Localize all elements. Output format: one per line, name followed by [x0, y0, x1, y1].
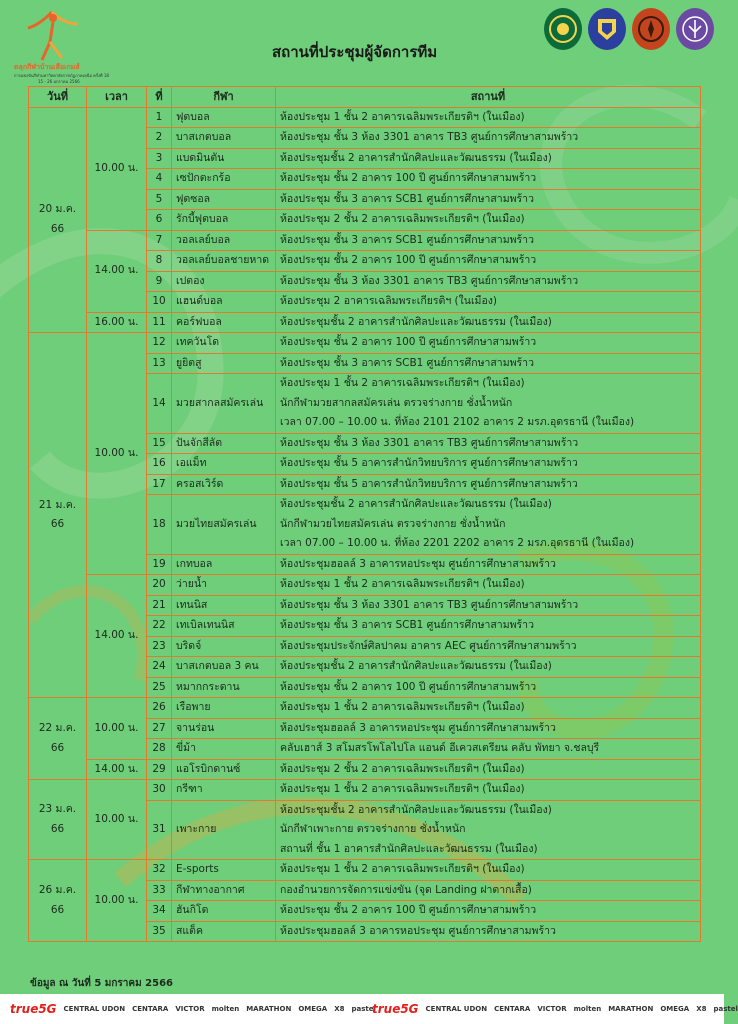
cell-time: 14.00 น. — [87, 759, 147, 780]
cell-number: 34 — [147, 901, 172, 922]
cell-sport: เอแม็ท — [172, 454, 276, 475]
venue-line: ห้องประชุม ชั้น 2 อาคาร 100 ปี ศูนย์การศึกษาสามพร้าว — [280, 680, 537, 693]
sponsor-logo: CENTRAL UDON — [63, 1005, 126, 1013]
header-time: เวลา — [87, 87, 147, 108]
venue-line: ห้องประชุมฮอลล์ 3 อาคารหอประชุม ศูนย์การศึกษาสามพร้าว — [280, 924, 556, 937]
cell-sport: บาสเกตบอล 3 คน — [172, 657, 276, 678]
venue-line: ห้องประชุม 2 ชั้น 2 อาคารเฉลิมพระเกียรติฯ (ในเมือง) — [280, 762, 525, 775]
venue-line: ห้องประชุม 1 ชั้น 2 อาคารเฉลิมพระเกียรติฯ (ในเมือง) — [280, 110, 525, 123]
cell-venue — [276, 374, 701, 434]
venue-line: ห้องประชุม ชั้น 3 ห้อง 3301 อาคาร TB3 ศูนย์การศึกษาสามพร้าว — [280, 436, 579, 449]
venue-line: ห้องประชุม 1 ชั้น 2 อาคารเฉลิมพระเกียรติฯ (ในเมือง) — [280, 377, 525, 389]
cell-venue — [276, 189, 701, 210]
athlete-figure-icon — [22, 6, 82, 64]
university-seal-2-icon — [588, 8, 626, 50]
cell-sport: วอลเลย์บอลชายหาด — [172, 251, 276, 272]
cell-venue — [276, 860, 701, 881]
venue-line: นักกีฬาเพาะกาย ตรวจร่างกาย ชั่งน้ำหนัก — [280, 823, 466, 835]
table-row — [29, 312, 701, 333]
sponsor-logo: X8 — [696, 1005, 707, 1013]
sponsor-logo: true5G — [372, 1002, 419, 1016]
cell-number: 7 — [147, 230, 172, 251]
venue-line: ห้องประชุมชั้น 2 อาคารสำนักศิลปะและวัฒนธรรม (ในเมือง) — [280, 151, 552, 164]
cell-sport: หมากกระดาน — [172, 677, 276, 698]
cell-sport: กีฬาทางอากาศ — [172, 880, 276, 901]
table-body — [29, 107, 701, 942]
venue-line: คลับเฮาส์ 3 สโมสรโพโลไปโล แอนด์ อีเควสเตรียน คลับ พัทยา จ.ชลบุรี — [280, 742, 600, 754]
cell-sport: มวยไทยสมัครเล่น — [172, 495, 276, 555]
cell-number: 28 — [147, 739, 172, 760]
table-row — [29, 759, 701, 780]
sponsor-logo: CENTARA — [132, 1005, 169, 1013]
venue-line: ห้องประชุมชั้น 2 อาคารสำนักศิลปะและวัฒนธรรม (ในเมือง) — [280, 498, 552, 510]
cell-sport: คอร์ฟบอล — [172, 312, 276, 333]
venue-line: ห้องประชุมชั้น 2 อาคารสำนักศิลปะและวัฒนธรรม (ในเมือง) — [280, 660, 552, 672]
cell-number: 31 — [147, 800, 172, 860]
page-title: สถานที่ประชุมผู้จัดการทีม — [272, 43, 438, 61]
venue-line: ห้องประชุม ชั้น 3 อาคาร SCB1 ศูนย์การศึกษาสามพร้าว — [280, 619, 534, 631]
sponsor-logo: VICTOR — [537, 1005, 567, 1013]
university-seal-3-icon — [632, 8, 670, 50]
cell-date: 20 ม.ค. 66 — [29, 107, 87, 333]
cell-sport: ครอสเวิร์ด — [172, 474, 276, 495]
cell-time: 10.00 น. — [87, 860, 147, 942]
venue-line: ห้องประชุม ชั้น 2 อาคาร 100 ปี ศูนย์การศึกษาสามพร้าว — [280, 904, 537, 916]
cell-venue — [276, 107, 701, 128]
sponsor-logo: molten — [211, 1005, 240, 1013]
venue-line: ห้องประชุม ชั้น 3 ห้อง 3301 อาคาร TB3 ศูนย์การศึกษาสามพร้าว — [280, 274, 579, 287]
cell-venue — [276, 454, 701, 475]
cell-venue — [276, 880, 701, 901]
venue-line: ห้องประชุม 1 ชั้น 2 อาคารเฉลิมพระเกียรติฯ (ในเมือง) — [280, 863, 525, 875]
header-num: ที่ — [147, 87, 172, 108]
venue-line: ห้องประชุม 2 ชั้น 2 อาคารเฉลิมพระเกียรติฯ (ในเมือง) — [280, 213, 525, 225]
cell-sport: E-sports — [172, 860, 276, 881]
cell-venue — [276, 312, 701, 333]
cell-sport: ว่ายน้ำ — [172, 575, 276, 596]
cell-venue — [276, 251, 701, 272]
sponsor-logo: X8 — [334, 1005, 345, 1013]
cell-sport: บาสเกตบอล — [172, 128, 276, 149]
cell-number: 2 — [147, 128, 172, 149]
sponsor-strip — [0, 994, 738, 1024]
cell-number: 24 — [147, 657, 172, 678]
cell-venue — [276, 353, 701, 374]
cell-venue — [276, 739, 701, 760]
cell-number: 30 — [147, 780, 172, 801]
cell-number: 29 — [147, 759, 172, 780]
cell-number: 4 — [147, 169, 172, 190]
sponsor-logo: VICTOR — [175, 1005, 205, 1013]
venue-line: ห้องประชุม 1 ชั้น 2 อาคารเฉลิมพระเกียรติฯ (ในเมือง) — [280, 578, 525, 590]
table-row — [29, 333, 701, 354]
venue-line: ห้องประชุม ชั้น 2 อาคาร 100 ปี ศูนย์การศึกษาสามพร้าว — [280, 336, 537, 348]
cell-sport: แบดมินตัน — [172, 148, 276, 169]
table-header-row — [29, 87, 701, 108]
cell-number: 13 — [147, 353, 172, 374]
venue-line: ห้องประชุมชั้น 2 อาคารสำนักศิลปะและวัฒนธรรม (ในเมือง) — [280, 803, 552, 816]
header-sport: กีฬา — [172, 87, 276, 108]
cell-time: 16.00 น. — [87, 312, 147, 333]
cell-sport: กรีฑา — [172, 780, 276, 801]
cell-venue — [276, 210, 701, 231]
venue-line: ห้องประชุมฮอลล์ 3 อาคารหอประชุม ศูนย์การศึกษาสามพร้าว — [280, 557, 556, 570]
cell-venue — [276, 128, 701, 149]
cell-date: 22 ม.ค. 66 — [29, 698, 87, 780]
cell-venue — [276, 718, 701, 739]
sponsor-logo: OMEGA — [660, 1005, 690, 1013]
sponsor-logo: pastel — [713, 1005, 738, 1013]
venue-line: ห้องประชุม ชั้น 2 อาคาร 100 ปี ศูนย์การศึกษาสามพร้าว — [280, 254, 537, 266]
table-row — [29, 780, 701, 801]
cell-time: 10.00 น. — [87, 780, 147, 860]
cell-venue — [276, 292, 701, 313]
cell-sport: ฟุตบอล — [172, 107, 276, 128]
cell-number: 14 — [147, 374, 172, 434]
cell-number: 20 — [147, 575, 172, 596]
university-seal-1-icon — [544, 8, 582, 50]
venue-line: ห้องประชุม ชั้น 2 อาคาร 100 ปี ศูนย์การศึกษาสามพร้าว — [280, 172, 537, 184]
cell-venue — [276, 474, 701, 495]
cell-venue — [276, 921, 701, 942]
cell-venue — [276, 271, 701, 292]
venue-line: ห้องประชุม 1 ชั้น 2 อาคารเฉลิมพระเกียรติฯ (ในเมือง) — [280, 701, 525, 713]
venue-line: นักกีฬามวยไทยสมัครเล่น ตรวจร่างกาย ชั่งน้ำหนัก — [280, 517, 506, 530]
cell-date: 26 ม.ค. 66 — [29, 860, 87, 942]
cell-time: 10.00 น. — [87, 698, 147, 760]
sponsor-logo: MARATHON — [246, 1005, 292, 1013]
event-logo — [14, 6, 144, 84]
venue-line: ห้องประชุม ชั้น 3 อาคาร SCB1 ศูนย์การศึกษาสามพร้าว — [280, 356, 534, 369]
cell-sport: เทเบิลเทนนิส — [172, 616, 276, 637]
venue-line: เวลา 07.00 – 10.00 น. ที่ห้อง 2201 2202 อาคาร 2 มรภ.อุดรธานี (ในเมือง) — [280, 537, 635, 549]
table-row — [29, 698, 701, 719]
cell-sport: เปตอง — [172, 271, 276, 292]
cell-number: 11 — [147, 312, 172, 333]
university-seals — [544, 8, 714, 50]
page-header — [0, 0, 724, 86]
cell-date: 21 ม.ค. 66 — [29, 333, 87, 698]
cell-venue — [276, 759, 701, 780]
cell-sport: ฟุตซอล — [172, 189, 276, 210]
data-as-of-note: ข้อมูล ณ วันที่ 5 มกราคม 2566 — [30, 978, 173, 989]
cell-number: 9 — [147, 271, 172, 292]
cell-venue — [276, 495, 701, 555]
venue-line: ห้องประชุมชั้น 2 อาคารสำนักศิลปะและวัฒนธรรม (ในเมือง) — [280, 315, 552, 328]
cell-sport: รักบี้ฟุตบอล — [172, 210, 276, 231]
cell-venue — [276, 800, 701, 860]
cell-sport: บริดจ์ — [172, 636, 276, 657]
cell-sport: ฮันกิโด — [172, 901, 276, 922]
cell-venue — [276, 780, 701, 801]
cell-date: 23 ม.ค. 66 — [29, 780, 87, 860]
cell-venue — [276, 616, 701, 637]
cell-sport: เพาะกาย — [172, 800, 276, 860]
cell-venue — [276, 636, 701, 657]
venue-line: ห้องประชุม ชั้น 3 ห้อง 3301 อาคาร TB3 ศูนย์การศึกษาสามพร้าว — [280, 598, 579, 611]
cell-sport: เกทบอล — [172, 554, 276, 575]
table-row — [29, 860, 701, 881]
cell-number: 18 — [147, 495, 172, 555]
venue-line: ห้องประชุมฮอลล์ 3 อาคารหอประชุม ศูนย์การศึกษาสามพร้าว — [280, 721, 556, 734]
cell-sport: แฮนด์บอล — [172, 292, 276, 313]
cell-number: 35 — [147, 921, 172, 942]
cell-number: 27 — [147, 718, 172, 739]
cell-number: 12 — [147, 333, 172, 354]
cell-sport: เทควันโด — [172, 333, 276, 354]
venue-line: ห้องประชุม ชั้น 5 อาคารสำนักวิทยบริการ ศูนย์การศึกษาสามพร้าว — [280, 457, 578, 469]
cell-sport: แอโรบิกดานซ์ — [172, 759, 276, 780]
cell-number: 8 — [147, 251, 172, 272]
cell-number: 19 — [147, 554, 172, 575]
cell-number: 15 — [147, 433, 172, 454]
cell-number: 23 — [147, 636, 172, 657]
cell-time: 14.00 น. — [87, 575, 147, 698]
cell-venue — [276, 698, 701, 719]
venue-line: ห้องประชุม ชั้น 3 ห้อง 3301 อาคาร TB3 ศูนย์การศึกษาสามพร้าว — [280, 131, 579, 143]
cell-number: 26 — [147, 698, 172, 719]
venue-line: นักกีฬามวยสากลสมัครเล่น ตรวจร่างกาย ชั่งน้ำหนัก — [280, 396, 513, 409]
event-subtitle: การแข่งขันกีฬามหาวิทยาลัยราชภัฏภาคเหนือ ครั้งที่ 18 — [14, 73, 109, 78]
sponsor-logo: CENTARA — [494, 1005, 531, 1013]
venue-line: ห้องประชุม ชั้น 5 อาคารสำนักวิทยบริการ ศูนย์การศึกษาสามพร้าว — [280, 477, 578, 490]
venue-line: ห้องประชุม ชั้น 3 อาคาร SCB1 ศูนย์การศึกษาสามพร้าว — [280, 192, 534, 205]
cell-number: 16 — [147, 454, 172, 475]
header-date: วันที่ — [29, 87, 87, 108]
event-name: ตลุกกีฬาบ้านเสือเกมส์ — [14, 63, 80, 71]
venue-line: ห้องประชุมประจักษ์ศิลปาคม อาคาร AEC ศูนย์การศึกษาสามพร้าว — [280, 639, 577, 652]
cell-number: 32 — [147, 860, 172, 881]
sponsor-logo: OMEGA — [298, 1005, 328, 1013]
cell-venue — [276, 169, 701, 190]
sponsor-group-right — [362, 1002, 738, 1016]
cell-venue — [276, 148, 701, 169]
cell-venue — [276, 230, 701, 251]
cell-sport: ยูยิตสู — [172, 353, 276, 374]
cell-number: 25 — [147, 677, 172, 698]
sponsor-logo: molten — [573, 1005, 602, 1013]
sponsor-logo: true5G — [10, 1002, 57, 1016]
cell-venue — [276, 595, 701, 616]
venue-line: ห้องประชุม 1 ชั้น 2 อาคารเฉลิมพระเกียรติฯ (ในเมือง) — [280, 783, 525, 795]
cell-number: 5 — [147, 189, 172, 210]
venue-line: ห้องประชุม 2 อาคารเฉลิมพระเกียรติฯ (ในเมือง) — [280, 295, 497, 307]
cell-number: 17 — [147, 474, 172, 495]
cell-venue — [276, 333, 701, 354]
cell-venue — [276, 657, 701, 678]
cell-sport: ปันจักสีลัต — [172, 433, 276, 454]
cell-time: 10.00 น. — [87, 107, 147, 230]
cell-number: 33 — [147, 880, 172, 901]
cell-number: 6 — [147, 210, 172, 231]
cell-number: 21 — [147, 595, 172, 616]
cell-venue — [276, 901, 701, 922]
cell-sport: ขี่ม้า — [172, 739, 276, 760]
cell-venue — [276, 575, 701, 596]
university-seal-4-icon — [676, 8, 714, 50]
sponsor-logo: pastel — [351, 1005, 376, 1013]
cell-time: 10.00 น. — [87, 333, 147, 575]
cell-number: 22 — [147, 616, 172, 637]
cell-sport: เซปักตะกร้อ — [172, 169, 276, 190]
cell-sport: วอลเลย์บอล — [172, 230, 276, 251]
venue-line: กองอำนวยการจัดการแข่งขัน (จุด Landing ฝาตากเสื้อ) — [280, 883, 532, 896]
cell-sport: จานร่อน — [172, 718, 276, 739]
cell-number: 3 — [147, 148, 172, 169]
cell-sport: เรือพาย — [172, 698, 276, 719]
cell-venue — [276, 554, 701, 575]
table-row — [29, 107, 701, 128]
cell-number: 1 — [147, 107, 172, 128]
schedule-table — [28, 86, 701, 942]
sponsor-logo: CENTRAL UDON — [425, 1005, 488, 1013]
sponsor-logo: MARATHON — [608, 1005, 654, 1013]
cell-venue — [276, 433, 701, 454]
header-venue: สถานที่ — [276, 87, 701, 108]
cell-venue — [276, 677, 701, 698]
cell-sport: สแต็ค — [172, 921, 276, 942]
table-row — [29, 575, 701, 596]
cell-sport: เทนนิส — [172, 595, 276, 616]
venue-line: สถานที่ ชั้น 1 อาคารสำนักศิลปะและวัฒนธรรม (ในเมือง) — [280, 842, 538, 855]
table-row — [29, 230, 701, 251]
sponsor-group-left — [0, 1002, 376, 1016]
venue-line: เวลา 07.00 – 10.00 น. ที่ห้อง 2101 2102 อาคาร 2 มรภ.อุดรธานี (ในเมือง) — [280, 416, 635, 428]
cell-time: 14.00 น. — [87, 230, 147, 312]
cell-sport: มวยสากลสมัครเล่น — [172, 374, 276, 434]
event-dates: 15 - 26 มกราคม 2566 — [38, 79, 80, 84]
cell-number: 10 — [147, 292, 172, 313]
venue-line: ห้องประชุม ชั้น 3 อาคาร SCB1 ศูนย์การศึกษาสามพร้าว — [280, 233, 534, 246]
